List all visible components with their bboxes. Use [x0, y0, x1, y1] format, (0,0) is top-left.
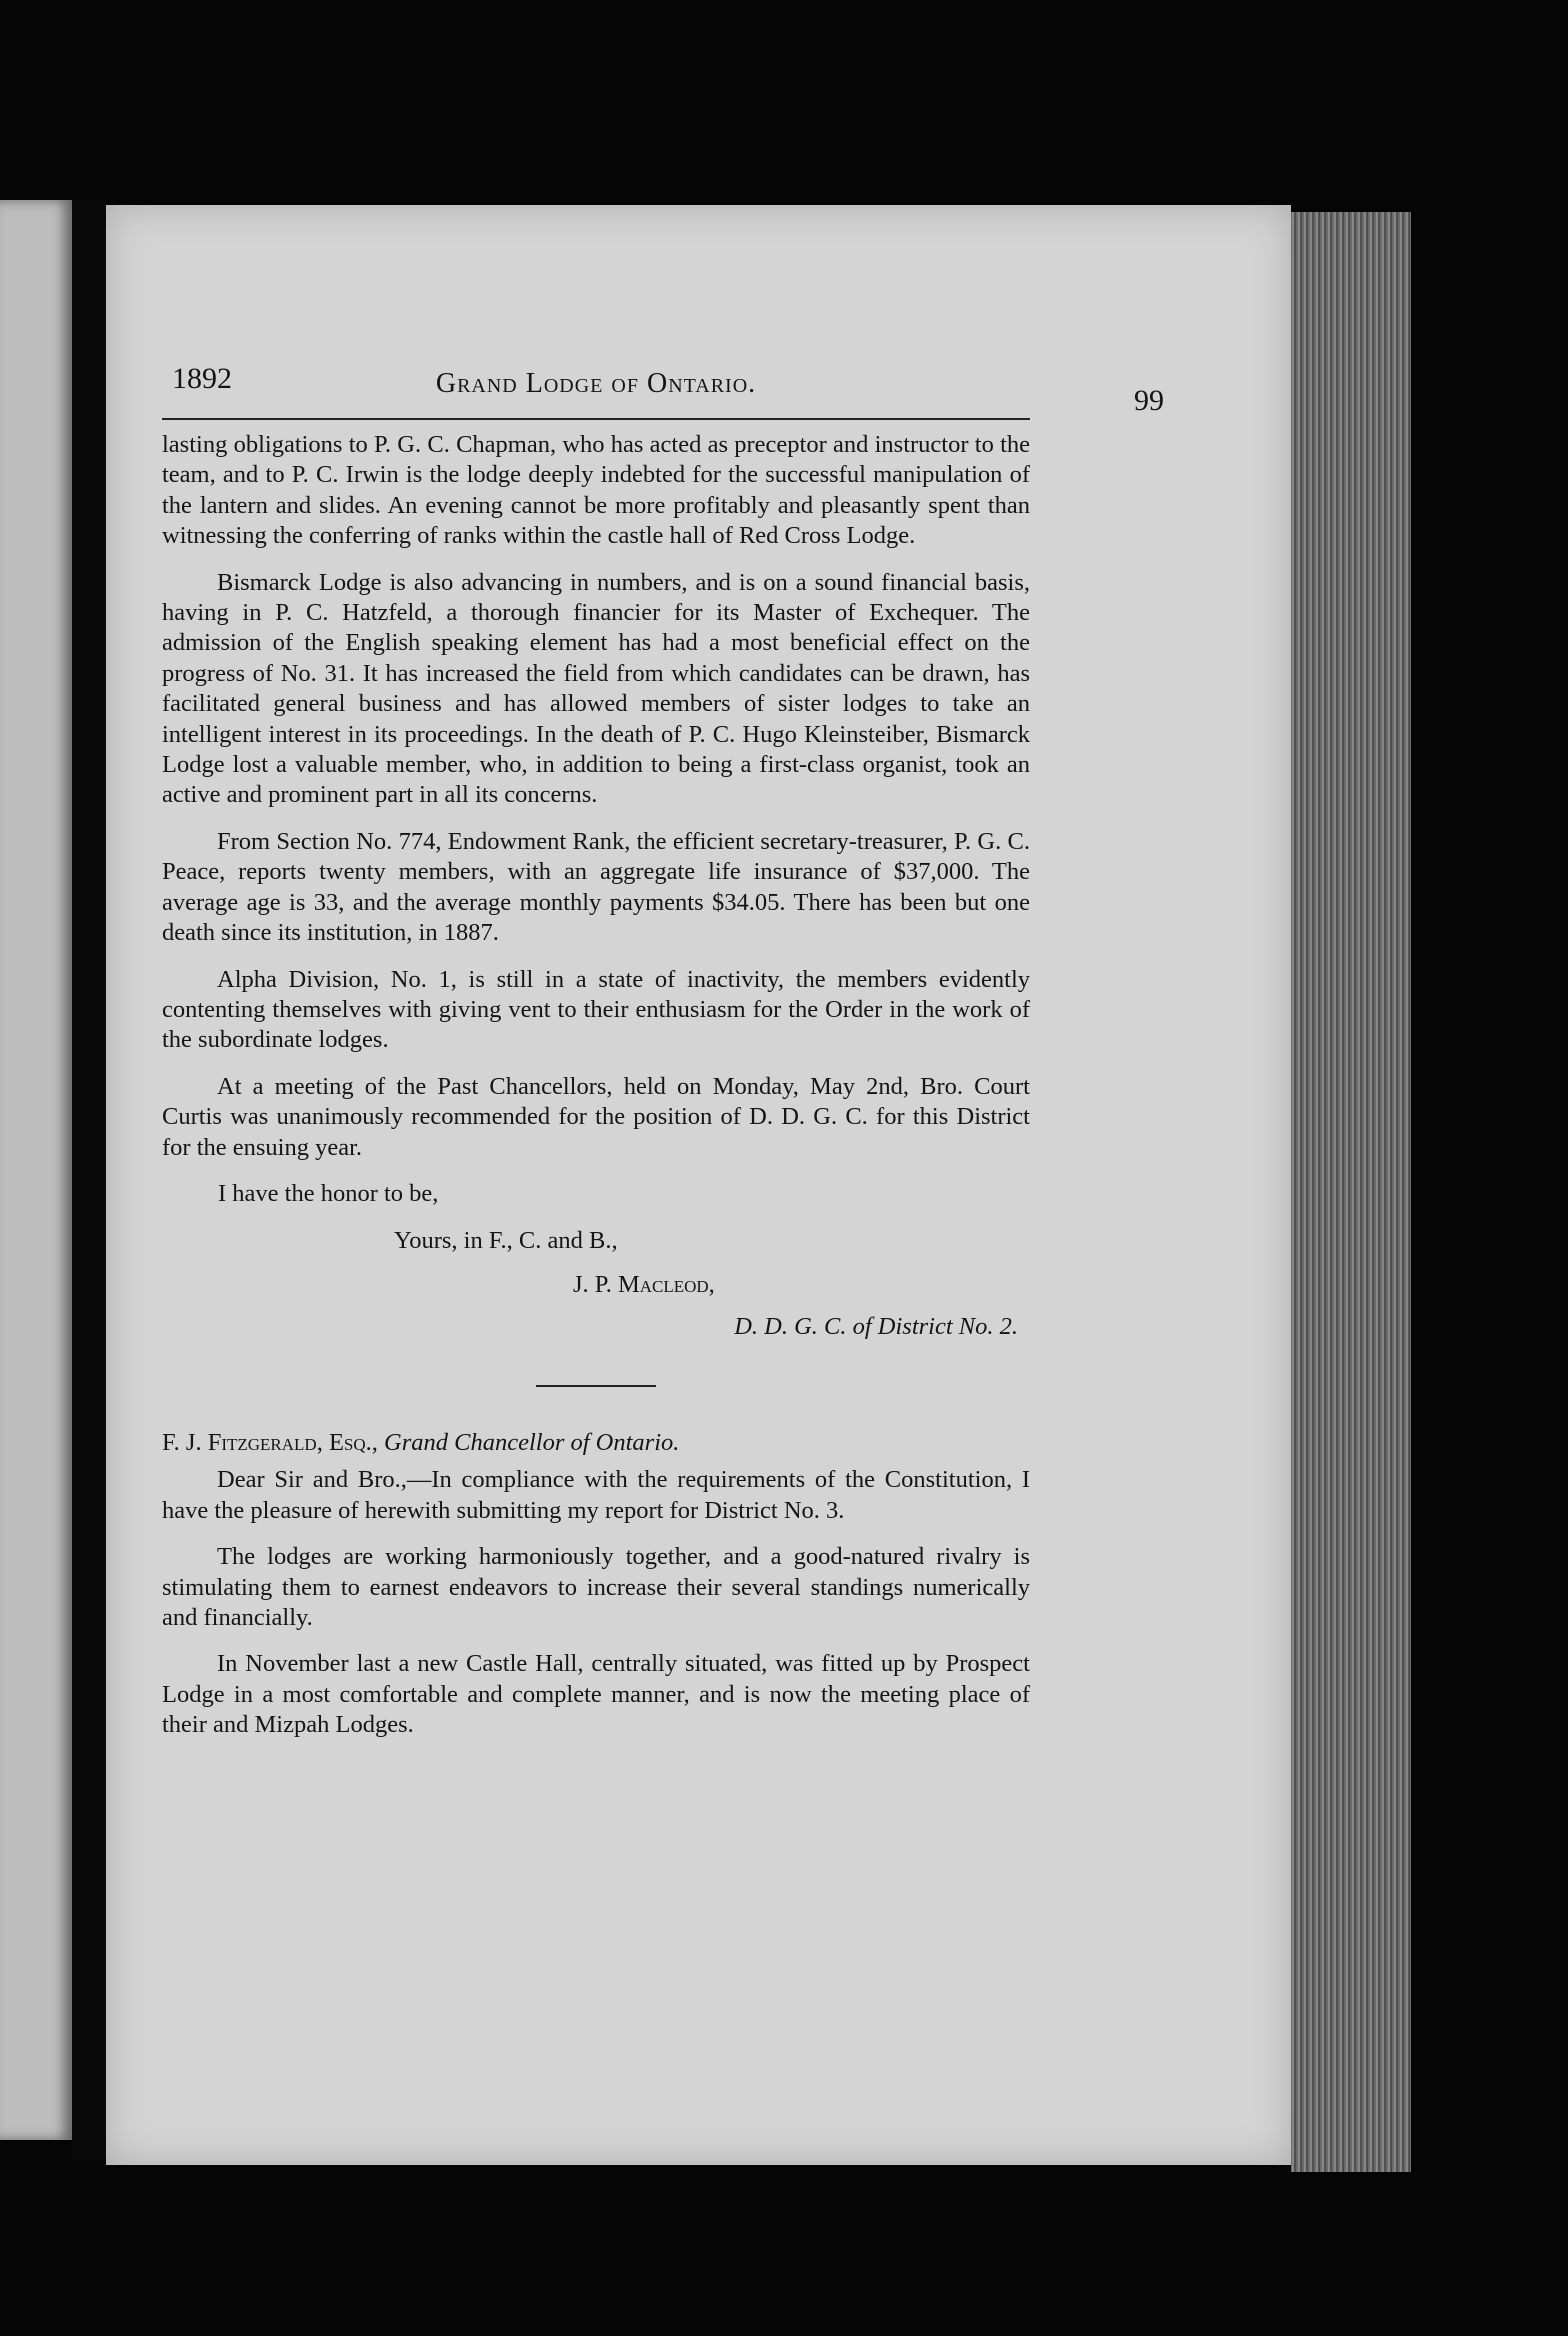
paragraph: From Section No. 774, Endowment Rank, the efficient secretary-treasurer, P. G. C. Peace, reports twenty members, with an aggregate life insurance of $37,000. The average age is 33, and the average monthly payments $34.05. There has been but one death since its institution, in 1887.: [162, 827, 1030, 947]
header-title: Grand Lodge of Ontario.: [435, 368, 757, 399]
signer-name: J. P. Macleod,: [573, 1271, 715, 1299]
paragraph: Bismarck Lodge is also advancing in numbers, and is on a sound financial basis, having in P. C. Hatzfeld, a thorough financier for its Master of Exchequer. The admission of the English speaking element has had a most beneficial effect on the progress of No. 31. It has increased the field from which candidates can be drawn, has facilitated general business and has allowed members of sister lodges to take an intelligent interest in its proceedings. In the death of P. C. Hugo Kleinsteiber, Bismarck Lodge lost a valuable member, who, in addition to being a first-class organist, took an active and prominent part in all its concerns.: [162, 568, 1030, 809]
header-year: 1892: [172, 362, 232, 395]
valediction: Yours, in F., C. and B.,: [394, 1227, 618, 1255]
book-gutter: [72, 200, 106, 2160]
paragraph: At a meeting of the Past Chancellors, held on Monday, May 2nd, Bro. Court Curtis was unanimously recommended for the position of D. D. G. C. for this District for the ensuing year.: [162, 1072, 1030, 1161]
page-content: [162, 360, 1164, 1741]
running-head: [162, 360, 1164, 420]
letter-body: [162, 430, 1030, 1741]
paragraph: Dear Sir and Bro.,—In compliance with the requirements of the Constitution, I have the pleasure of herewith submitting my report for District No. 3.: [162, 1466, 1030, 1524]
page-block-edge: [1291, 212, 1411, 2172]
addressee: [162, 1429, 1030, 1457]
signer-title: D. D. G. C. of District No. 2.: [734, 1313, 1018, 1341]
closing-line: I have the honor to be,: [218, 1179, 439, 1207]
addressee-title: Grand Chancellor of Ontario.: [384, 1429, 680, 1457]
section-divider: [536, 1385, 656, 1387]
paragraph: The lodges are working harmoniously together, and a good-natured rivalry is stimulating them to earnest endeavors to increase their several standings numerically and financially.: [162, 1543, 1030, 1631]
page-number: 99: [1134, 384, 1164, 417]
paragraph: lasting obligations to P. G. C. Chapman, who has acted as preceptor and instructor to the team, and to P. C. Irwin is the lodge deeply indebted for the successful manipulation of the lantern and slides. An evening cannot be more profitably and pleasantly spent than witnessing the conferring of ranks within the castle hall of Red Cross Lodge.: [162, 431, 1030, 550]
paragraph: In November last a new Castle Hall, centrally situated, was fitted up by Prospect Lodge in a most comfortable and complete manner, and is now the meeting place of their and Mizpah Lodges.: [162, 1650, 1030, 1739]
left-page-edge: [0, 200, 72, 2140]
paragraph: Alpha Division, No. 1, is still in a state of inactivity, the members evidently contenting themselves with giving vent to their enthusiasm for the Order in the work of the subordinate lodges.: [162, 965, 1030, 1054]
addressee-name: F. J. Fitzgerald, Esq.,: [162, 1429, 378, 1457]
